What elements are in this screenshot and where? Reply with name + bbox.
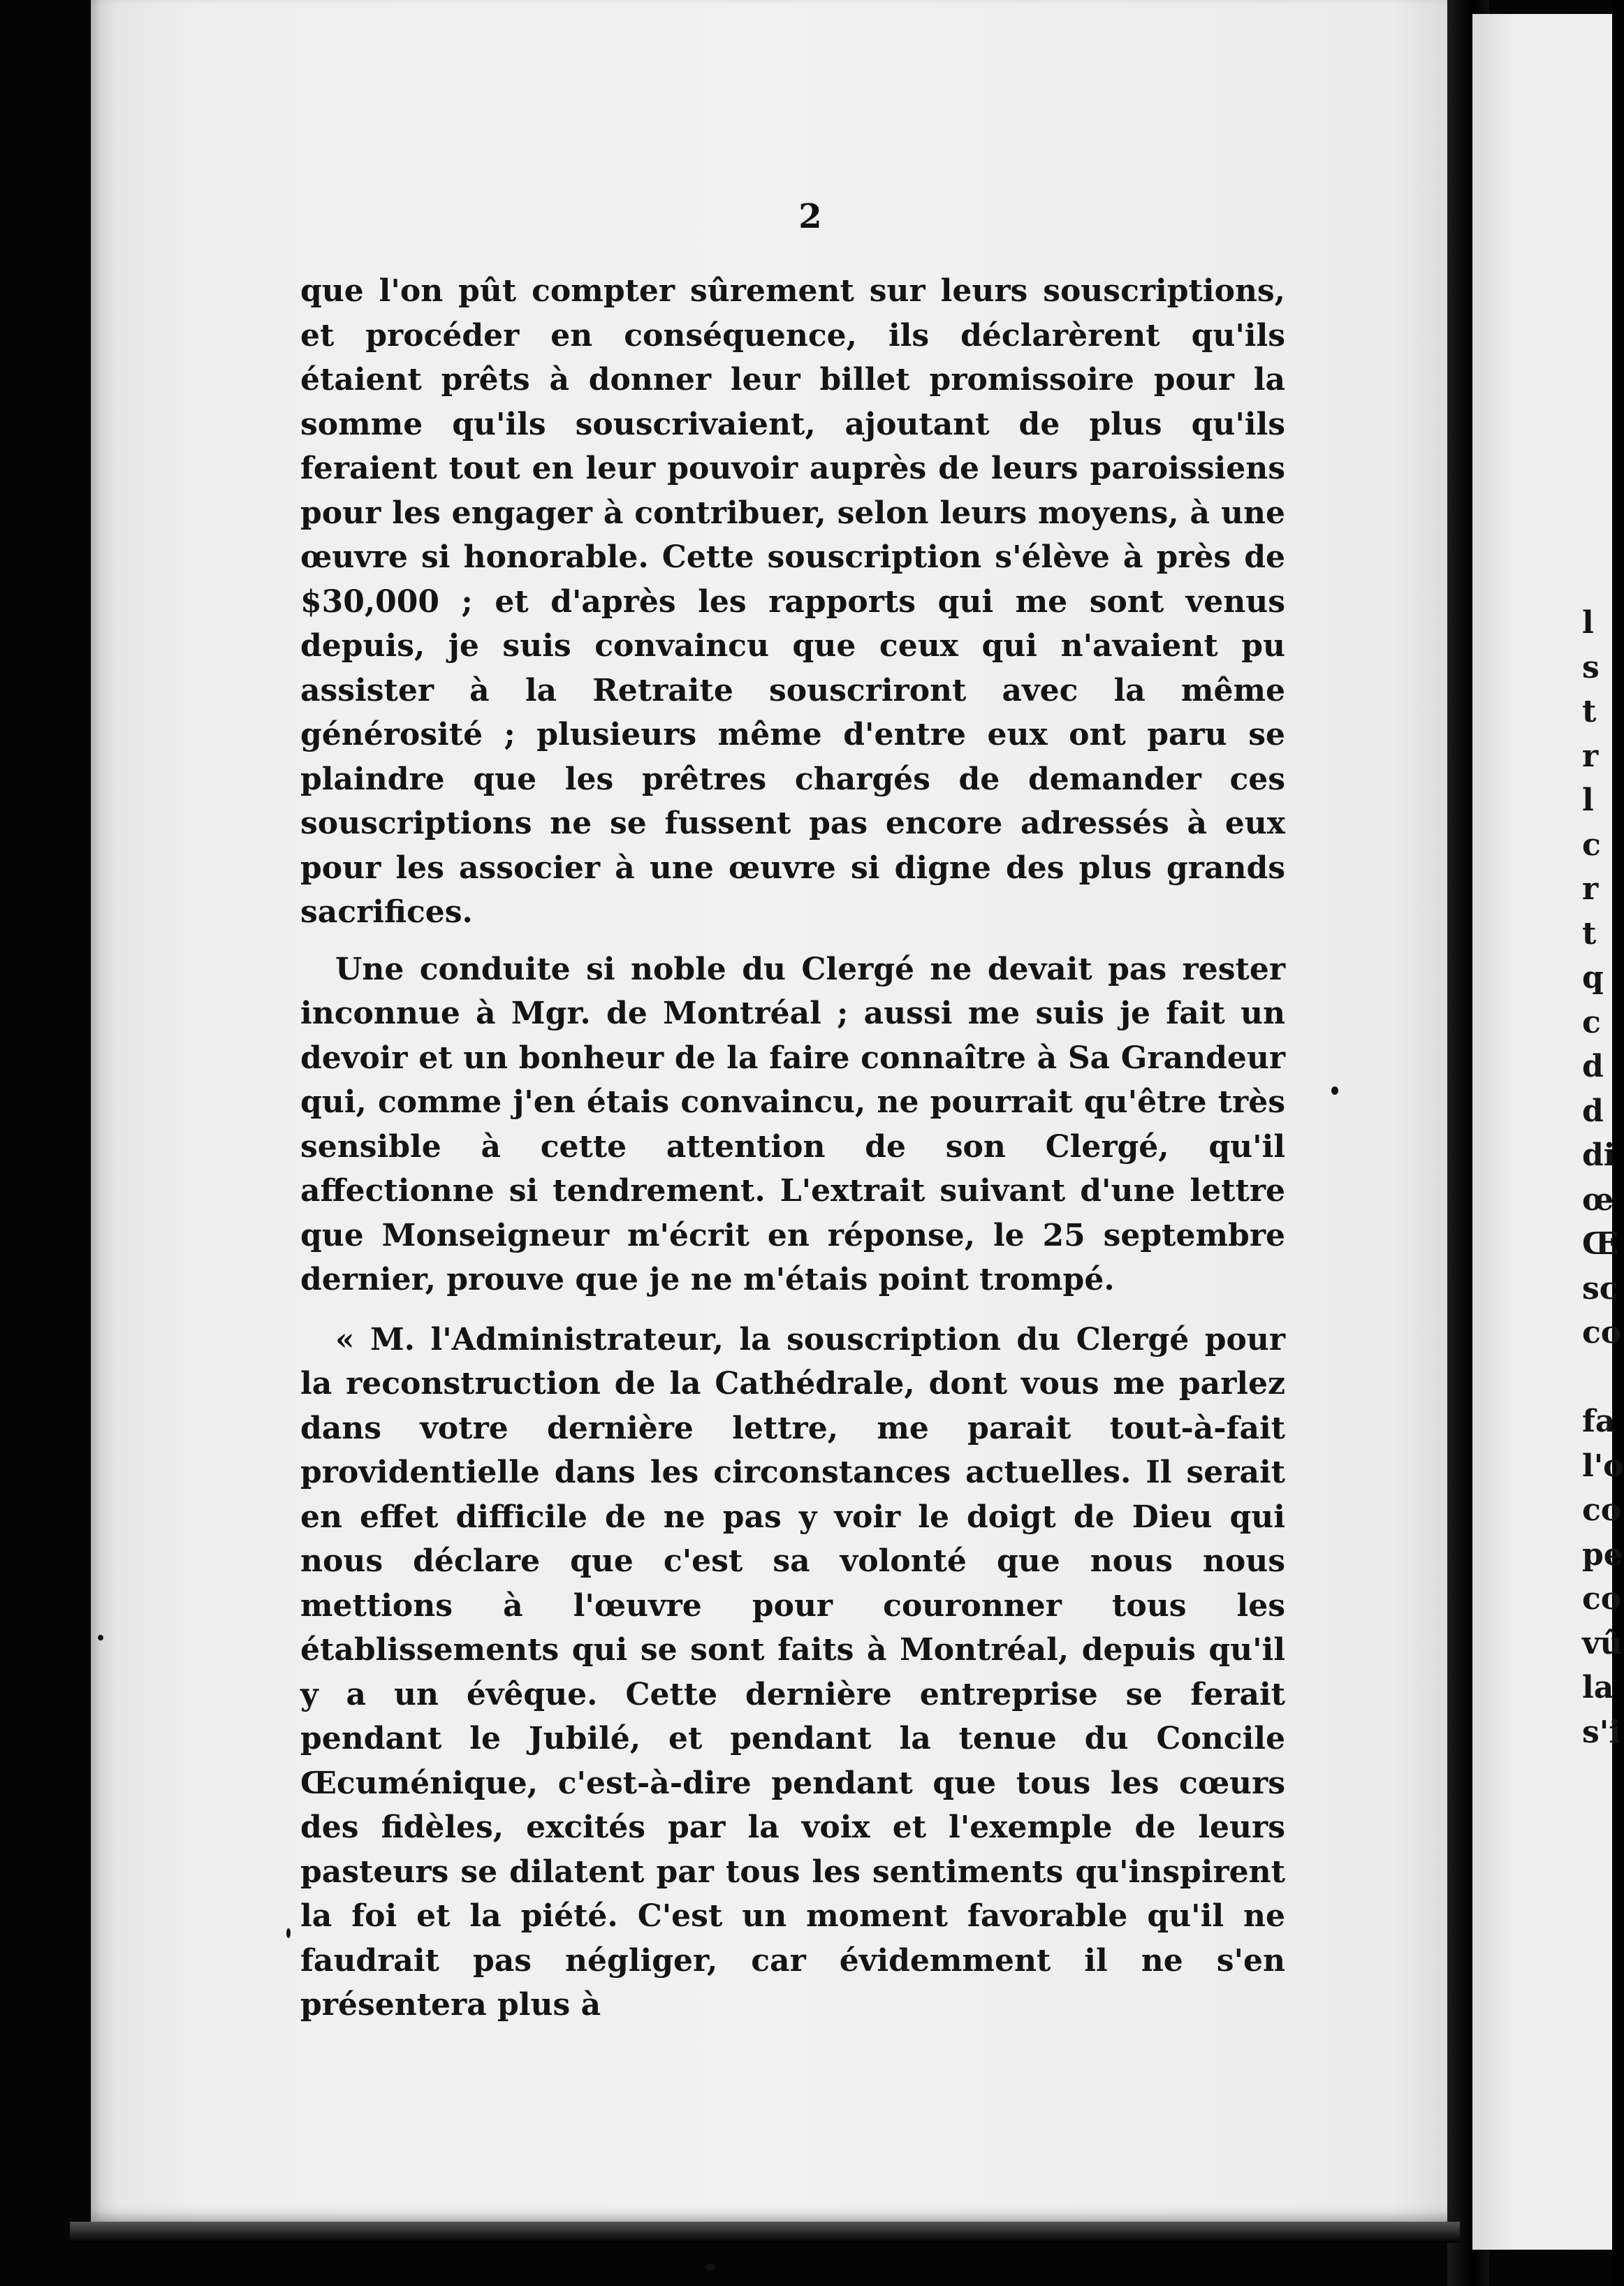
page-body-text: [300, 269, 1285, 2027]
fragment-line: [1582, 1355, 1624, 1400]
page-number: 2: [798, 197, 822, 236]
fragment-line: r: [1582, 738, 1599, 774]
scan-speck: [705, 2264, 715, 2271]
fragment-line: l: [1582, 782, 1594, 818]
paragraph-clergy-conduct: Une conduite si noble du Clergé ne devait pas rester inconnue à Mgr. de Montréal ; aussi me suis je fait un devoir et un bonheur de la faire connaître à Sa Grandeur qui, comme j'en étais convaincu, ne pourrait qu'être très sensible à cette attention de son Clergé, qu'il affectionne si tendrement. L'extrait suivant d'une lettre que Monseigneur m'écrit en réponse, le 25 septembre dernier, prouve que je ne m'étais point trompé.: [300, 951, 1285, 1297]
fragment-line: co: [1582, 1315, 1622, 1351]
page-bottom-edge: [70, 2222, 1460, 2243]
fragment-line: di: [1582, 1137, 1616, 1173]
fragment-line: pe: [1582, 1536, 1623, 1573]
fragment-line: co: [1582, 1492, 1622, 1528]
fragment-line: d: [1582, 1093, 1604, 1129]
fragment-line: q: [1582, 960, 1604, 996]
scan-speck: [286, 1928, 291, 1938]
fragment-line: c: [1582, 827, 1601, 863]
fragment-line: r: [1582, 871, 1599, 907]
fragment-line: co: [1582, 1581, 1622, 1617]
fragment-line: vû: [1582, 1625, 1623, 1661]
facing-page-text-fragments: [1582, 601, 1624, 1754]
fragment-line: Œ: [1582, 1226, 1618, 1262]
scan-speck: [98, 1635, 103, 1640]
fragment-line: t: [1582, 915, 1597, 952]
fragment-line: œ: [1582, 1181, 1614, 1218]
fragment-line: t: [1582, 694, 1597, 729]
fragment-line: s'i: [1582, 1714, 1621, 1750]
scan-speck: [1331, 1086, 1338, 1095]
fragment-line: s: [1582, 649, 1600, 685]
fragment-line: l'o: [1582, 1448, 1624, 1484]
paragraph-bishop-letter-quote: « M. l'Administrateur, la souscription du Clergé pour la reconstruction de la Cathédrale, dont vous me parlez dans votre dernière lettre, me parait tout-à-fait providentielle dans les circonstances actuelles. Il serait en effet difficile de ne pas y voir le doigt de Dieu qui nous déclare que c'est sa volonté que nous nous mettions à l'œuvre pour couronner tous les établissements qui se sont faits à Montréal, depuis qu'il y a un évêque. Cette dernière entreprise se ferait pendant le Jubilé, et pendant la tenue du Concile Œcuménique, c'est-à-dire pendant que tous les cœurs des fidèles, excités par la voix et l'exemple de leurs pasteurs se dilatent par tous les sentiments qu'inspirent la foi et la piété. C'est un moment favorable qu'il ne faudrait pas négliger, car évidemment il ne s'en présentera plus à: [300, 1321, 1285, 2023]
fragment-line: sc: [1582, 1270, 1618, 1306]
fragment-line: l: [1582, 605, 1594, 641]
fragment-line: d: [1582, 1049, 1604, 1084]
fragment-line: c: [1582, 1004, 1601, 1040]
fragment-line: fa: [1582, 1404, 1616, 1439]
fragment-line: la: [1582, 1670, 1614, 1705]
paragraph-continuation: que l'on pût compter sûrement sur leurs souscriptions, et procéder en conséquence, ils déclarèrent qu'ils étaient prêts à donner leur billet promissoire pour la somme qu'ils souscrivaient, ajoutant de plus qu'ils feraient tout en leur pouvoir auprès de leurs paroissiens pour les engager à contribuer, selon leurs moyens, à une œuvre si honorable. Cette souscription s'élève à près de $30,000 ; et d'après les rapports qui me sont venus depuis, je suis convaincu que ceux qui n'avaient pu assister à la Retraite souscriront avec la même générosité ; plusieurs même d'entre eux ont paru se plaindre que les prêtres chargés de demander ces souscriptions ne se fussent pas encore adressés à eux pour les associer à une œuvre si digne des plus grands sacrifices.: [300, 273, 1285, 930]
